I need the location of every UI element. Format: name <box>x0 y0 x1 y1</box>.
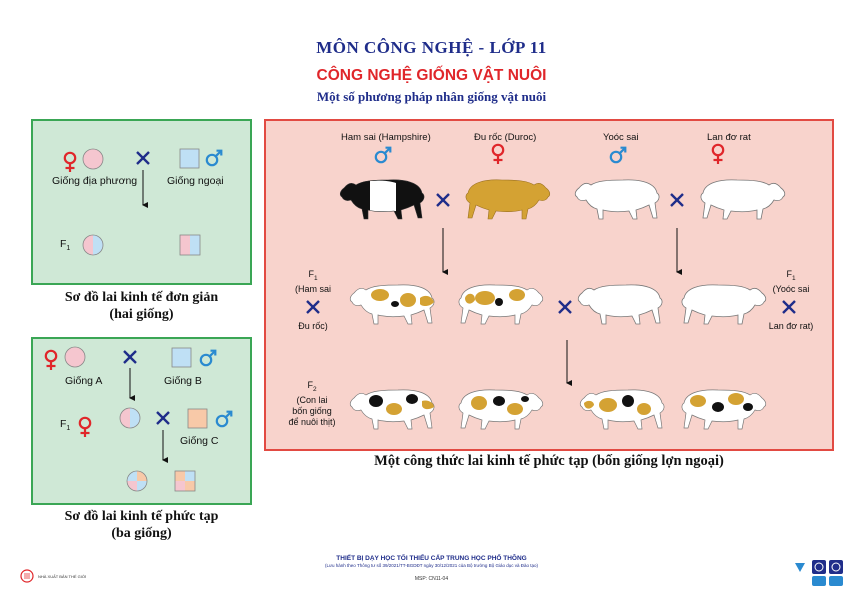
female-symbol-landrace <box>713 145 723 164</box>
f2-three-circle <box>127 471 147 491</box>
label-local-breed: Giống địa phương <box>52 175 138 187</box>
label-f1-right: $F_1$ (Yoóc sai <box>772 269 810 294</box>
label-f1-three: $F_1$ <box>60 418 71 433</box>
footer-title: THIẾT BỊ DẠY HỌC TỐI THIỂU CẤP TRUNG HỌC PHỔ THÔNG <box>336 555 527 562</box>
footer-product-code: MSP: CN11-04 <box>414 576 449 582</box>
label-hampshire: Ham sai (Hampshire) <box>341 132 431 143</box>
pig-landrace <box>701 180 785 219</box>
caption-simple-1: Sơ đồ lai kinh tế đơn giản <box>64 290 219 305</box>
breed-a-circle <box>65 347 85 367</box>
breed-c-square <box>188 409 207 428</box>
label-breed-c: Giống C <box>180 435 219 447</box>
label-f1-right-bottom: Lan đơ rat) <box>768 321 814 331</box>
female-symbol-local <box>65 153 75 172</box>
main-title: CÔNG NGHỆ GIỐNG VẬT NUÔI <box>316 67 547 84</box>
cross-icon-f1-left <box>307 301 319 313</box>
caption-three-1: Sơ đồ lai kinh tế phức tạp <box>64 509 219 524</box>
label-yorkshire: Yoóc sai <box>603 132 639 143</box>
footer-regulation: (Lưu hành theo Thông tư số 39/2021/TT-BGDĐT ngày 30/12/2021 của Bộ trưởng Bộ Giáo dục và Đào tạo) <box>325 563 538 568</box>
label-f2: $F_2$ (Con lai bốn giống để nuôi thịt) <box>288 380 336 427</box>
female-symbol-f1 <box>80 418 90 437</box>
label-duroc: Đu rốc (Duroc) <box>474 132 537 143</box>
pig-duroc <box>466 180 550 219</box>
foreign-breed-square <box>180 149 199 168</box>
caption-three-2: (ba giống) <box>111 526 172 541</box>
label-f1-left: $F_1$ (Ham sai <box>294 269 331 294</box>
f1-hybrid-square <box>180 235 200 255</box>
local-breed-circle <box>83 149 103 169</box>
breed-b-square <box>172 348 191 367</box>
label-breed-b: Giống B <box>164 375 202 387</box>
cross-icon-4 <box>437 194 449 206</box>
subtitle: Một số phương pháp nhân giống vật nuôi <box>316 89 547 104</box>
f1-hybrid-circle <box>83 235 103 255</box>
caption-four-breed: Một công thức lai kinh tế phức tạp (bốn giống lợn ngoại) <box>374 453 724 469</box>
pig-hampshire <box>340 180 424 219</box>
pig-yorkshire <box>575 180 659 219</box>
pig-f1-yorkshire-landrace-1 <box>578 285 662 324</box>
cross-icon-3 <box>157 412 169 424</box>
pig-f2-2 <box>459 390 543 429</box>
male-symbol-foreign <box>207 151 222 166</box>
pig-f1-hampshire-duroc-2 <box>459 285 543 324</box>
pig-f2-4 <box>682 390 766 429</box>
cross-icon-6 <box>559 301 571 313</box>
label-breed-a: Giống A <box>65 375 103 387</box>
female-symbol-a <box>46 351 56 370</box>
pig-f1-hampshire-duroc-1 <box>350 285 434 324</box>
male-symbol-hampshire <box>376 148 391 163</box>
label-f1-left-bottom: Đu rốc) <box>298 321 328 331</box>
f2-three-square <box>175 471 195 491</box>
label-f1-simple: $F_1$ <box>60 238 71 253</box>
male-symbol-b <box>201 351 216 366</box>
pig-f1-yorkshire-landrace-2 <box>682 285 766 324</box>
female-symbol-duroc <box>493 145 503 164</box>
cross-icon-f1-right <box>783 301 795 313</box>
label-foreign-breed: Giống ngoại <box>167 175 224 187</box>
pig-f2-1 <box>350 390 434 429</box>
male-symbol-c <box>217 412 232 427</box>
label-landrace: Lan đơ rat <box>707 132 751 143</box>
pig-f2-3 <box>580 390 664 429</box>
footer-publisher: NHÀ XUẤT BẢN THẾ GIỚI <box>38 574 87 579</box>
cross-icon-2 <box>124 351 136 363</box>
caption-simple-2: (hai giống) <box>109 307 174 322</box>
cross-icon-1 <box>137 152 149 164</box>
male-symbol-yorkshire <box>611 148 626 163</box>
cross-icon-5 <box>671 194 683 206</box>
subject-title: MÔN CÔNG NGHỆ - LỚP 11 <box>316 38 547 57</box>
f1-three-circle <box>120 408 140 428</box>
